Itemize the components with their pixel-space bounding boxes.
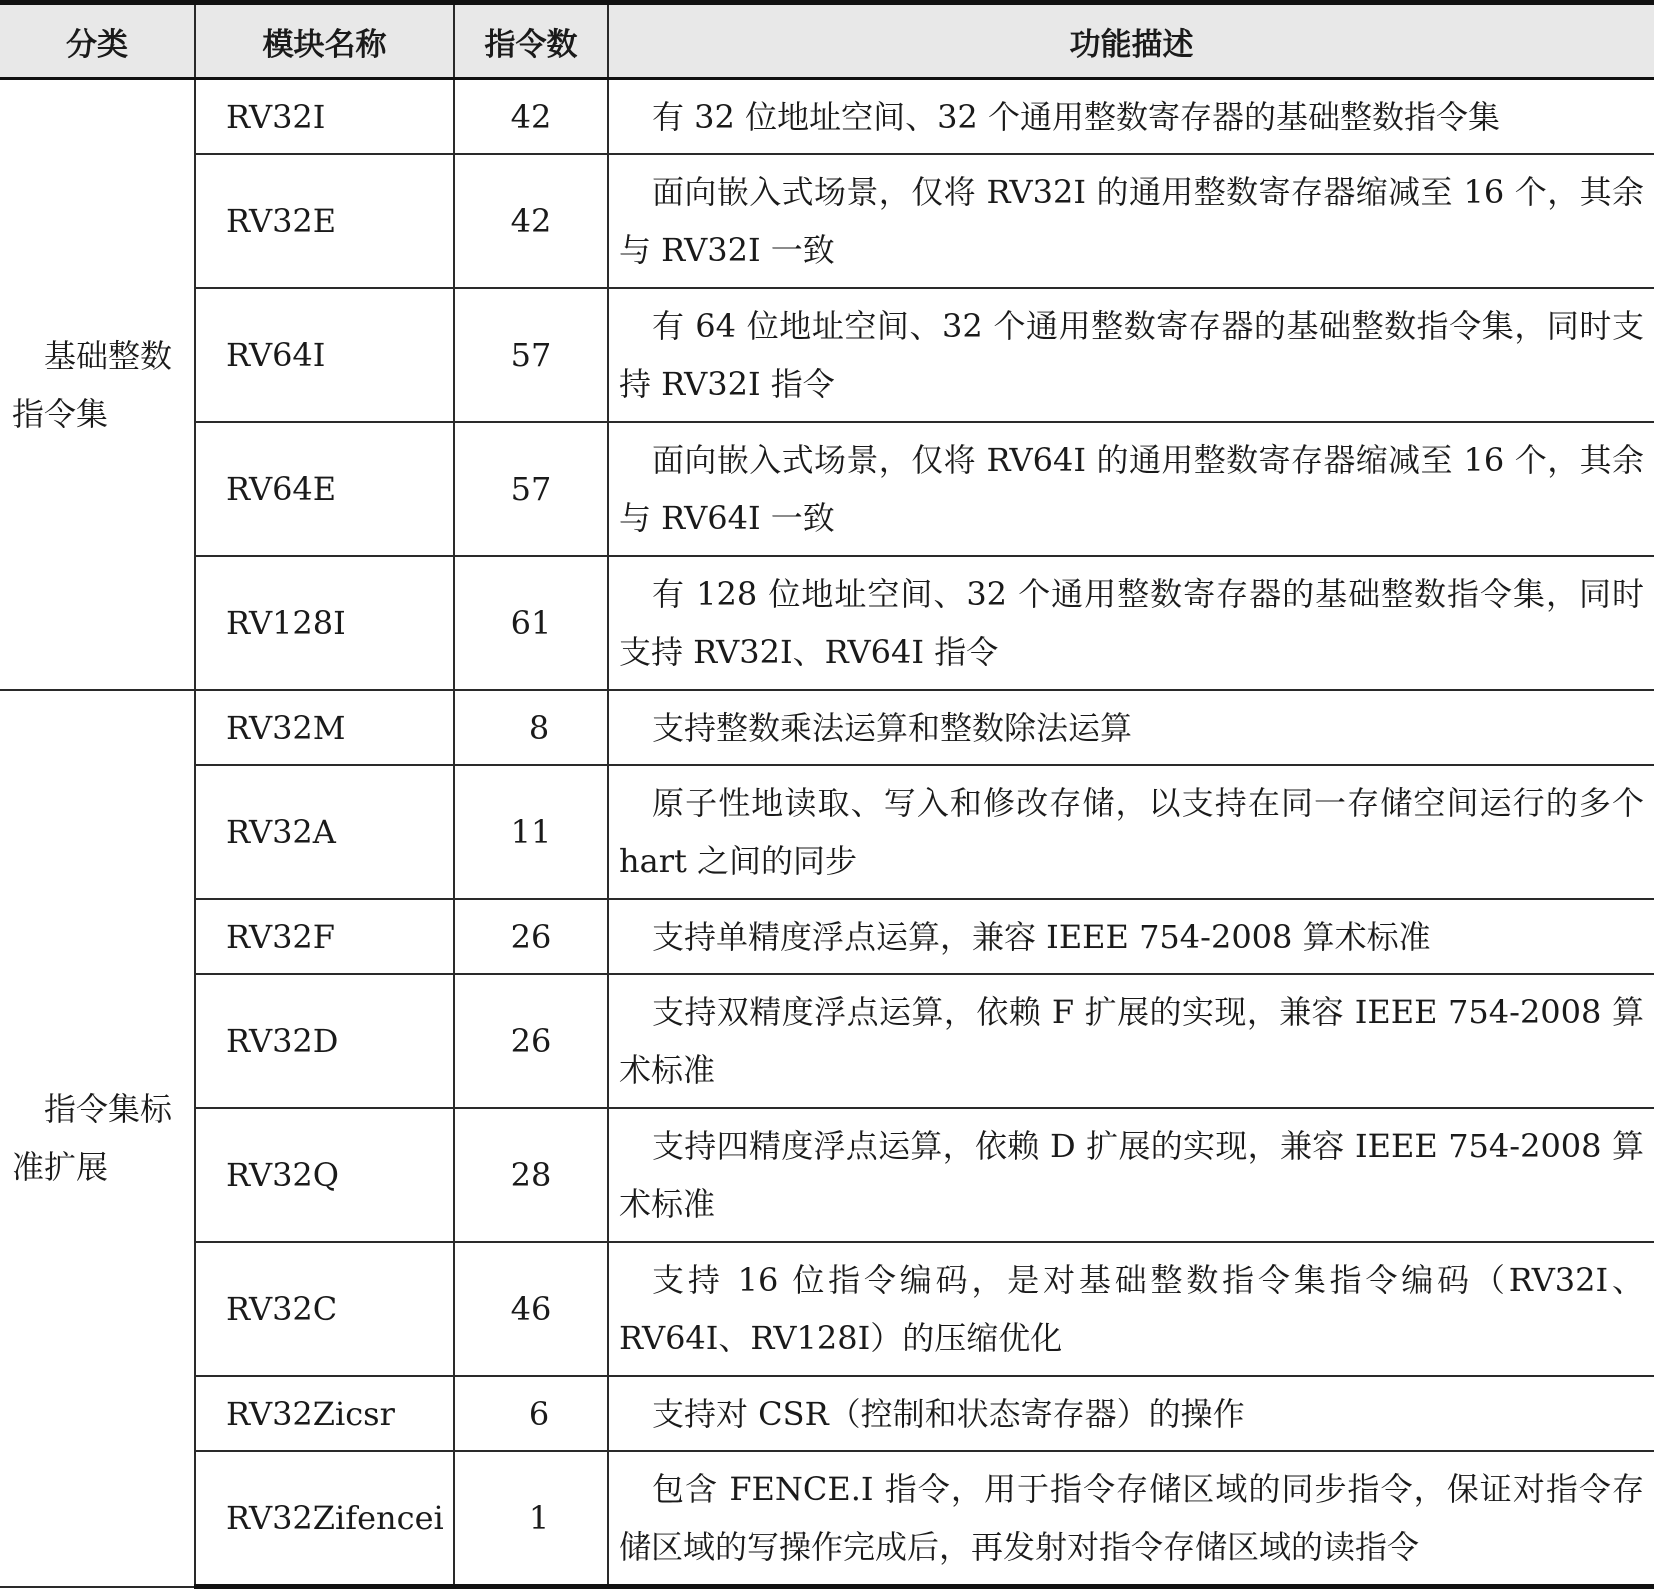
- header-instruction-count: 指令数: [454, 3, 608, 79]
- instruction-count-cell: 46: [454, 1242, 608, 1376]
- instruction-count-cell: 57: [454, 288, 608, 422]
- module-name-cell: RV32F: [195, 899, 454, 974]
- table-row: [0, 1376, 1654, 1451]
- instruction-count-cell: 61: [454, 556, 608, 690]
- header-category: 分类: [0, 3, 195, 79]
- module-name-cell: RV32D: [195, 974, 454, 1108]
- module-name-cell: RV32E: [195, 154, 454, 288]
- table-row: [0, 288, 1654, 422]
- instruction-count-cell: 11: [454, 765, 608, 899]
- module-name-cell: RV128I: [195, 556, 454, 690]
- header-module-name: 模块名称: [195, 3, 454, 79]
- description-cell: 支持 16 位指令编码，是对基础整数指令集指令编码（RV32I、RV64I、RV128I）的压缩优化: [608, 1242, 1654, 1376]
- description-cell: 有 128 位地址空间、32 个通用整数寄存器的基础整数指令集，同时支持 RV32I、RV64I 指令: [608, 556, 1654, 690]
- table-row: [0, 422, 1654, 556]
- description-cell: 支持单精度浮点运算，兼容 IEEE 754-2008 算术标准: [608, 899, 1654, 974]
- instruction-count-cell: 26: [454, 899, 608, 974]
- header-description: 功能描述: [608, 3, 1654, 79]
- module-name-cell: RV32Zicsr: [195, 1376, 454, 1451]
- instruction-count-cell: 57: [454, 422, 608, 556]
- description-cell: 支持四精度浮点运算，依赖 D 扩展的实现，兼容 IEEE 754-2008 算术标准: [608, 1108, 1654, 1242]
- instruction-count-cell: 42: [454, 154, 608, 288]
- instruction-count-cell: 26: [454, 974, 608, 1108]
- description-cell: 支持双精度浮点运算，依赖 F 扩展的实现，兼容 IEEE 754-2008 算术标准: [608, 974, 1654, 1108]
- module-name-cell: RV32M: [195, 690, 454, 765]
- description-cell: 支持对 CSR（控制和状态寄存器）的操作: [608, 1376, 1654, 1451]
- category-cell: 指令集标准扩展: [0, 690, 195, 1587]
- module-name-cell: RV32A: [195, 765, 454, 899]
- module-name-cell: RV32C: [195, 1242, 454, 1376]
- instruction-count-cell: 28: [454, 1108, 608, 1242]
- category-cell: 基础整数指令集: [0, 79, 195, 691]
- table-row: [0, 1451, 1654, 1587]
- module-name-cell: RV32Q: [195, 1108, 454, 1242]
- instruction-count-cell: 42: [454, 79, 608, 155]
- description-cell: 包含 FENCE.I 指令，用于指令存储区域的同步指令，保证对指令存储区域的写操作完成后，再发射对指令存储区域的读指令: [608, 1451, 1654, 1587]
- description-cell: 有 64 位地址空间、32 个通用整数寄存器的基础整数指令集，同时支持 RV32I 指令: [608, 288, 1654, 422]
- instruction-count-cell: 6: [454, 1376, 608, 1451]
- table-row: [0, 79, 1654, 155]
- module-name-cell: RV64E: [195, 422, 454, 556]
- module-name-cell: RV32I: [195, 79, 454, 155]
- description-cell: 原子性地读取、写入和修改存储，以支持在同一存储空间运行的多个 hart 之间的同步: [608, 765, 1654, 899]
- table-header-row: [0, 3, 1654, 79]
- module-name-cell: RV32Zifencei: [195, 1451, 454, 1587]
- table-row: [0, 690, 1654, 765]
- table-row: [0, 1108, 1654, 1242]
- table-row: [0, 899, 1654, 974]
- description-cell: 有 32 位地址空间、32 个通用整数寄存器的基础整数指令集: [608, 79, 1654, 155]
- table-row: [0, 556, 1654, 690]
- instruction-count-cell: 1: [454, 1451, 608, 1587]
- table-row: [0, 765, 1654, 899]
- description-cell: 支持整数乘法运算和整数除法运算: [608, 690, 1654, 765]
- module-name-cell: RV64I: [195, 288, 454, 422]
- table-row: [0, 1242, 1654, 1376]
- table-row: [0, 974, 1654, 1108]
- instruction-count-cell: 8: [454, 690, 608, 765]
- description-cell: 面向嵌入式场景，仅将 RV32I 的通用整数寄存器缩减至 16 个，其余与 RV32I 一致: [608, 154, 1654, 288]
- description-cell: 面向嵌入式场景，仅将 RV64I 的通用整数寄存器缩减至 16 个，其余与 RV64I 一致: [608, 422, 1654, 556]
- table-row: [0, 154, 1654, 288]
